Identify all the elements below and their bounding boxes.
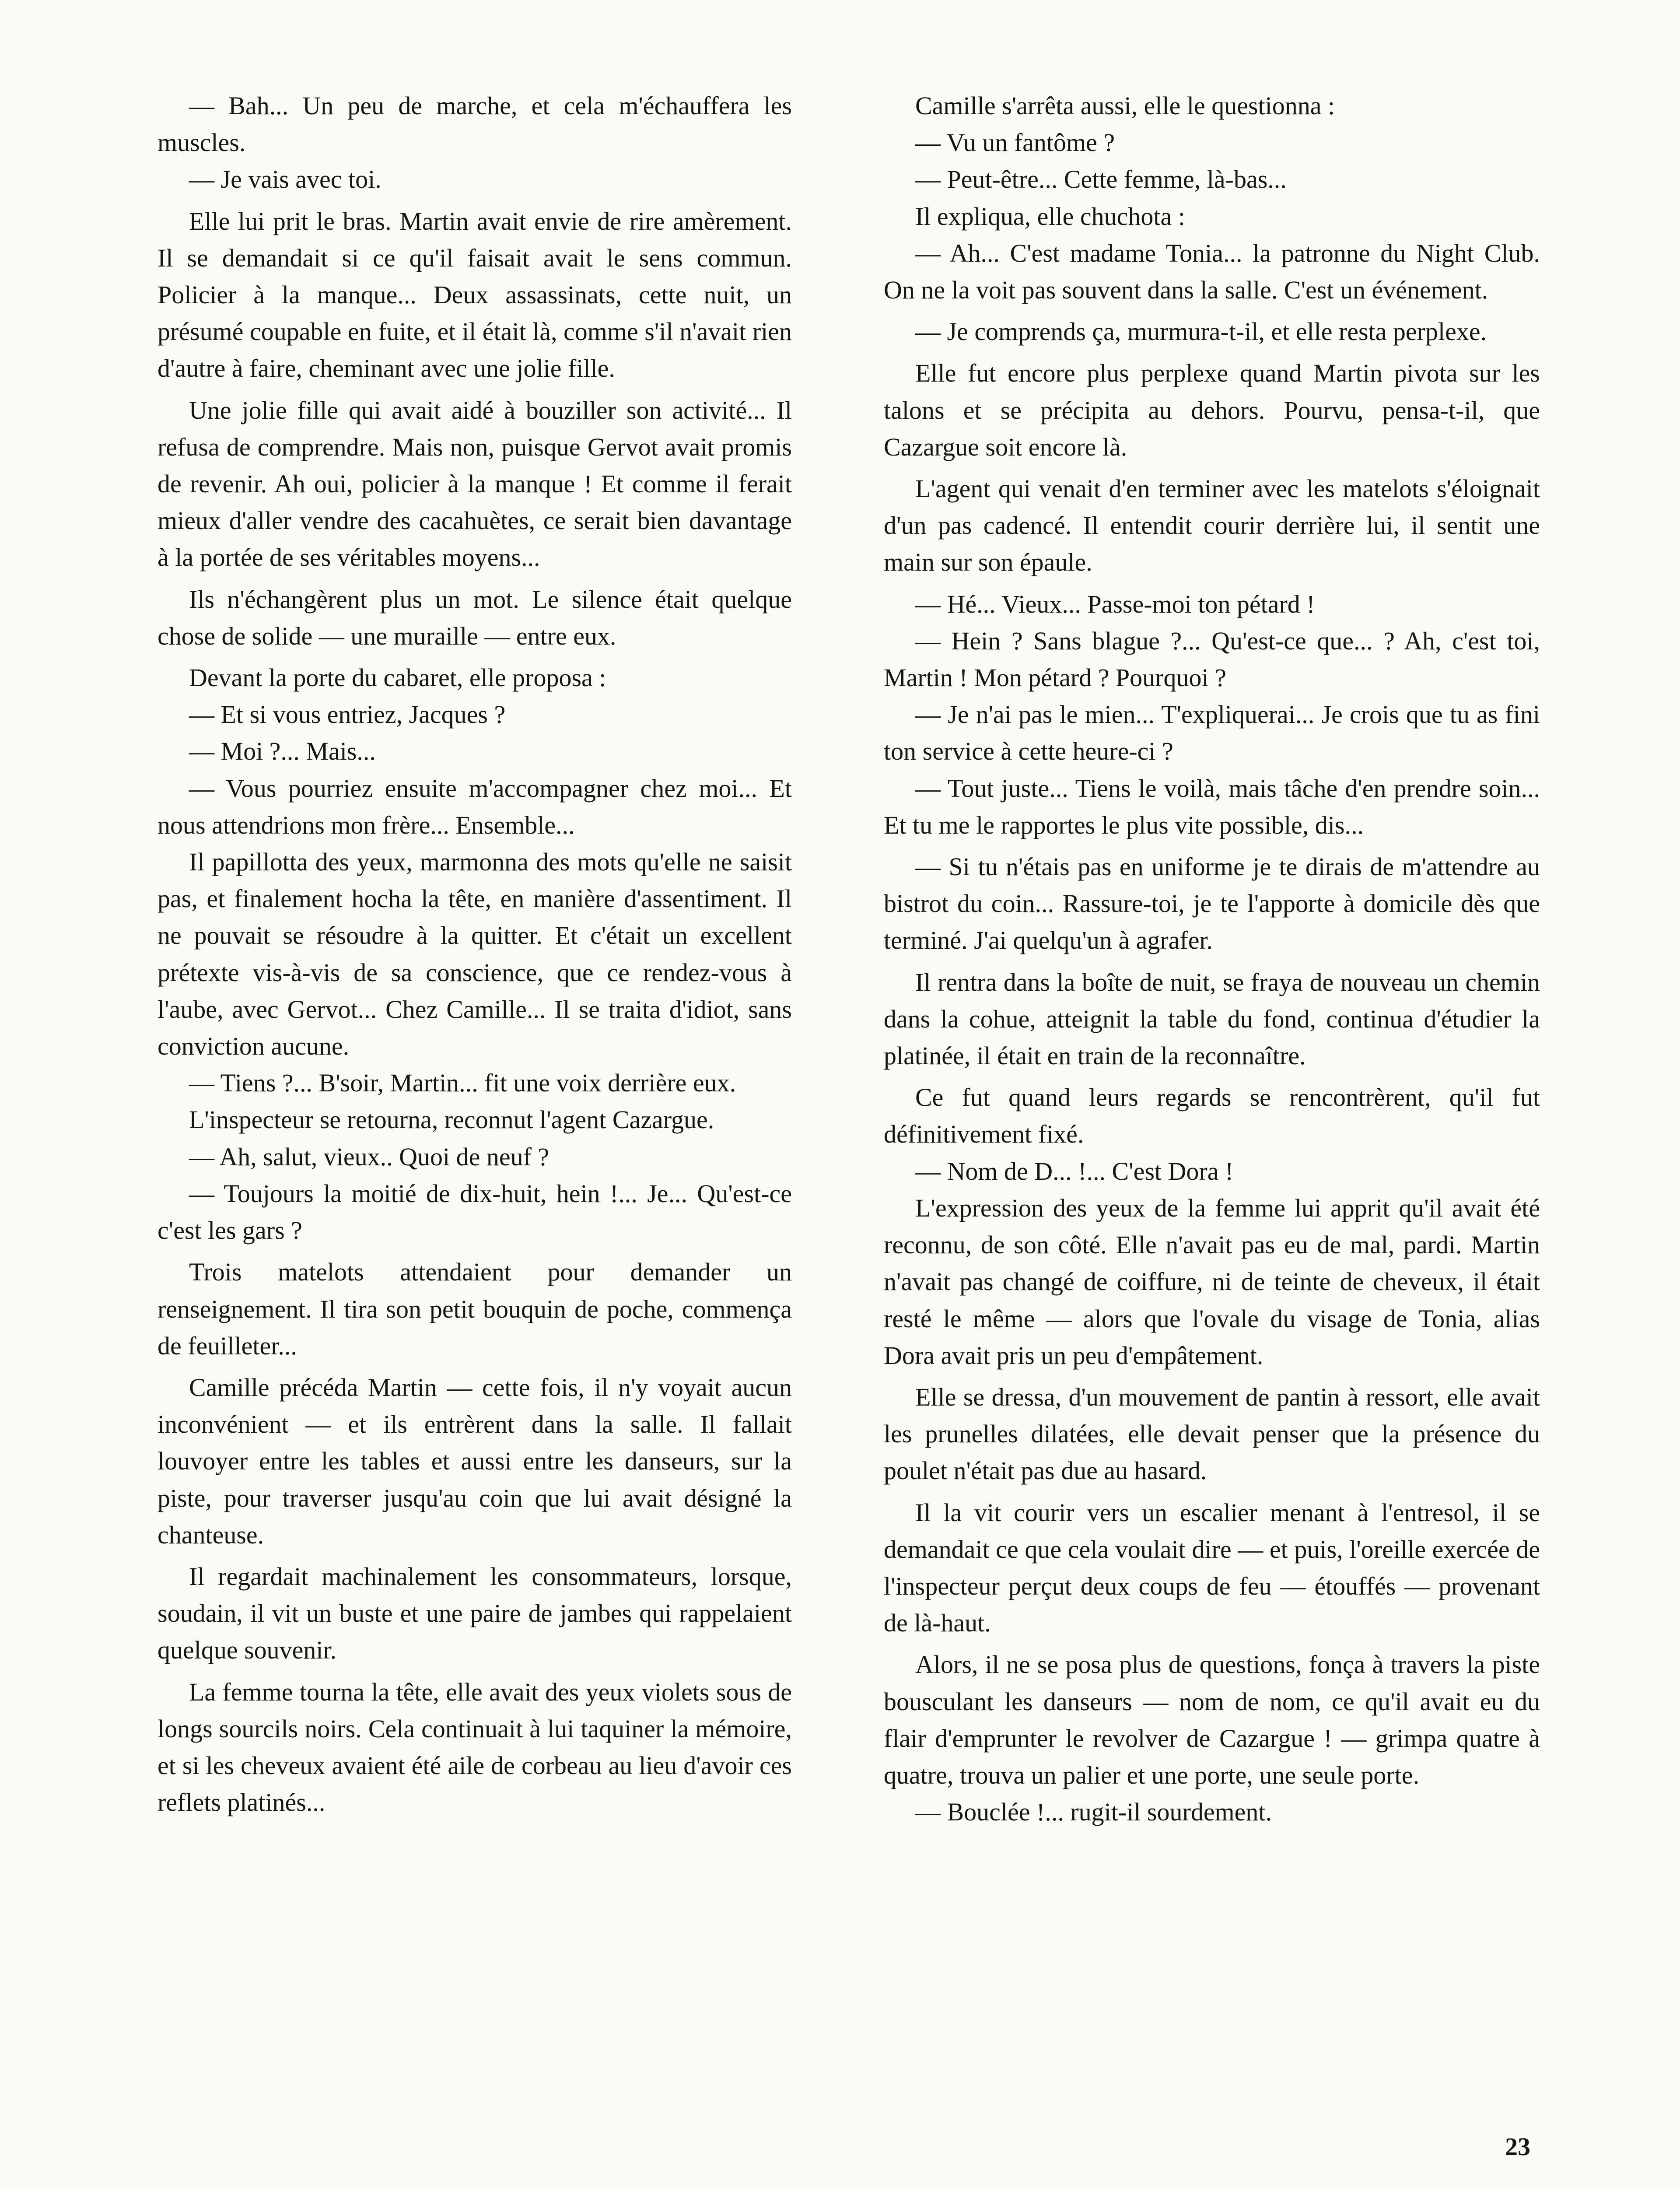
right-text-column bbox=[884, 88, 1540, 1830]
paragraph: Il regardait machinalement les consommateurs, lorsque, soudain, il vit un buste et une paire de jambes qui rappelaient quelque souvenir. bbox=[158, 1562, 792, 1665]
paragraph: — Bouclée !... rugit-il sourdement. bbox=[915, 1798, 1272, 1827]
paragraph: Ce fut quand leurs regards se rencontrèrent, qu'il fut définitivement fixé. bbox=[884, 1083, 1540, 1149]
paragraph: — Ah... C'est madame Tonia... la patronne du Night Club. On ne la voit pas souvent dans la salle. C'est un événement. bbox=[884, 238, 1540, 305]
paragraph: Une jolie fille qui avait aidé à bouziller son activité... Il refusa de comprendre. Mais non, puisque Gervot avait promis de revenir. Ah oui, policier à la manque ! Et comme il ferait mieux d'aller vendre des cacahuètes, ce serait bien davantage à la portée de ses véritables moyens... bbox=[158, 396, 792, 572]
paragraph: Elle se dressa, d'un mouvement de pantin à ressort, elle avait les prunelles dilatées, elle devait penser que la présence du poulet n'était pas due au hasard. bbox=[884, 1382, 1540, 1485]
paragraph: Camille s'arrêta aussi, elle le questionna : bbox=[915, 91, 1335, 120]
paragraph: — Et si vous entriez, Jacques ? bbox=[189, 700, 506, 729]
paragraph: — Peut-être... Cette femme, là-bas... bbox=[915, 165, 1287, 194]
paragraph: Il expliqua, elle chuchota : bbox=[915, 202, 1185, 231]
paragraph: Il la vit courir vers un escalier menant à l'entresol, il se demandait ce que cela voulait dire — et puis, l'oreille exercée de l'inspecteur perçut deux coups de feu — étouffés — provenant de là-haut. bbox=[884, 1498, 1540, 1637]
paragraph: — Toujours la moitié de dix-huit, hein !... Je... Qu'est-ce c'est les gars ? bbox=[158, 1179, 792, 1245]
paragraph: Il papillotta des yeux, marmonna des mots qu'elle ne saisit pas, et finalement hocha la tête, en manière d'assentiment. Il ne pouvait se résoudre à la quitter. Et c'était un excellent prétexte vis-à-vis de sa conscience, que ce rendez-vous à l'aube, avec Gervot... Chez Camille... Il se traita d'idiot, sans conviction aucune. bbox=[158, 848, 792, 1061]
paragraph: L'agent qui venait d'en terminer avec les matelots s'éloignait d'un pas cadencé. Il entendit courir derrière lui, il sentit une main sur son épaule. bbox=[884, 474, 1540, 577]
paragraph: — Hein ? Sans blague ?... Qu'est-ce que... ? Ah, c'est toi, Martin ! Mon pétard ? Pourquoi ? bbox=[884, 626, 1540, 692]
paragraph: Elle fut encore plus perplexe quand Martin pivota sur les talons et se précipita au dehors. Pourvu, pensa-t-il, que Cazargue soit encore là. bbox=[884, 359, 1540, 461]
paragraph: — Hé... Vieux... Passe-moi ton pétard ! bbox=[915, 589, 1315, 618]
left-text-column bbox=[158, 88, 792, 1821]
paragraph: Trois matelots attendaient pour demander un renseignement. Il tira son petit bouquin de poche, commença de feuilleter... bbox=[158, 1258, 792, 1360]
paragraph: — Tout juste... Tiens le voilà, mais tâche d'en prendre soin... Et tu me le rapportes le plus vite possible, dis... bbox=[884, 774, 1540, 839]
paragraph: — Je comprends ça, murmura-t-il, et elle resta perplexe. bbox=[915, 317, 1487, 346]
paragraph: — Si tu n'étais pas en uniforme je te dirais de m'attendre au bistrot du coin... Rassure-toi, je te l'apporte à domicile dès que terminé. J'ai quelqu'un à agrafer. bbox=[884, 852, 1540, 955]
paragraph: — Tiens ?... B'soir, Martin... fit une voix derrière eux. bbox=[189, 1069, 736, 1098]
paragraph: Elle lui prit le bras. Martin avait envie de rire amèrement. Il se demandait si ce qu'il faisait avait le sens commun. Policier à la manque... Deux assassinats, cette nuit, un présumé coupable en fuite, et il était là, comme s'il n'avait rien d'autre à faire, cheminant avec une jolie fille. bbox=[158, 207, 792, 383]
paragraph: — Je vais avec toi. bbox=[189, 165, 382, 194]
paragraph: — Nom de D... !... C'est Dora ! bbox=[915, 1157, 1234, 1185]
paragraph: La femme tourna la tête, elle avait des yeux violets sous de longs sourcils noirs. Cela continuait à lui taquiner la mémoire, et si les cheveux avaient été aile de corbeau au lieu d'avoir ces reflets platinés... bbox=[158, 1677, 792, 1817]
paragraph: Devant la porte du cabaret, elle proposa : bbox=[189, 663, 606, 692]
paragraph: Camille précéda Martin — cette fois, il n'y voyait aucun inconvénient — et ils entrèrent dans la salle. Il fallait louvoyer entre les tables et aussi entre les danseurs, sur la piste, pour traverser jusqu'au coin que lui avait désigné la chanteuse. bbox=[158, 1373, 792, 1549]
paragraph: — Vu un fantôme ? bbox=[915, 128, 1115, 157]
paragraph: Alors, il ne se posa plus de questions, fonça à travers la piste bousculant les danseurs — nom de nom, ce qu'il avait eu du flair d'emprunter le revolver de Cazargue ! — grimpa quatre à quatre, trouva un palier et une porte, une seule porte. bbox=[884, 1650, 1540, 1789]
page-number: 23 bbox=[1505, 2132, 1530, 2161]
paragraph: — Ah, salut, vieux.. Quoi de neuf ? bbox=[189, 1142, 550, 1171]
paragraph: L'expression des yeux de la femme lui apprit qu'il avait été reconnu, de son côté. Elle n'avait pas eu de mal, pardi. Martin n'avait pas changé de coiffure, ni de teinte de cheveux, il était resté le même — alors que l'ovale du visage de Tonia, alias Dora avait pris un peu d'empâtement. bbox=[884, 1193, 1540, 1370]
paragraph: Ils n'échangèrent plus un mot. Le silence était quelque chose de solide — une muraille — entre eux. bbox=[158, 585, 792, 650]
paragraph: — Vous pourriez ensuite m'accompagner chez moi... Et nous attendrions mon frère... Ensemble... bbox=[158, 774, 792, 839]
paragraph: — Je n'ai pas le mien... T'expliquerai... Je crois que tu as fini ton service à cette heure-ci ? bbox=[884, 700, 1540, 766]
paragraph: Il rentra dans la boîte de nuit, se fraya de nouveau un chemin dans la cohue, atteignit la table du fond, continua d'étudier la platinée, il était en train de la reconnaître. bbox=[884, 968, 1540, 1070]
paragraph: — Moi ?... Mais... bbox=[189, 737, 376, 766]
paragraph: — Bah... Un peu de marche, et cela m'échauffera les muscles. bbox=[158, 91, 792, 157]
paragraph: L'inspecteur se retourna, reconnut l'agent Cazargue. bbox=[189, 1105, 714, 1134]
